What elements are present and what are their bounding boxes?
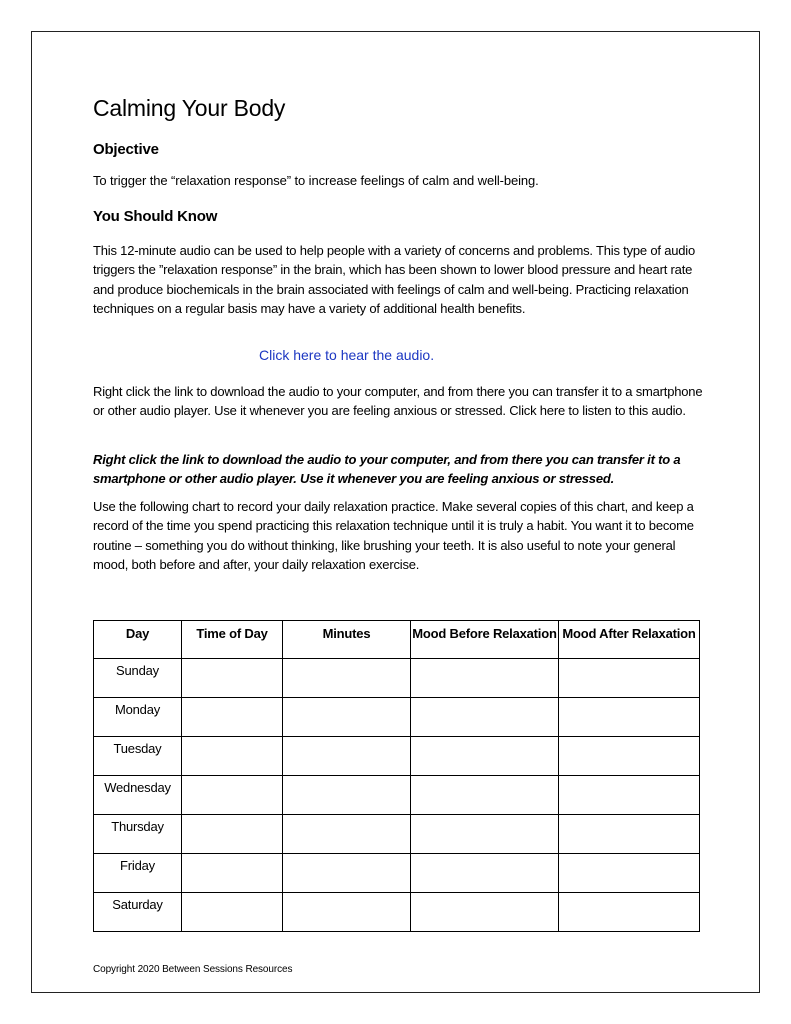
copyright-footer: Copyright 2020 Between Sessions Resources (93, 964, 293, 975)
day-cell: Thursday (94, 815, 182, 854)
time-cell[interactable] (182, 893, 283, 932)
header-mood-before: Mood Before Relaxation (411, 621, 559, 659)
minutes-cell[interactable] (283, 698, 411, 737)
objective-heading: Objective (93, 141, 159, 158)
mood-before-cell[interactable] (411, 776, 559, 815)
mood-after-cell[interactable] (559, 698, 700, 737)
day-cell: Sunday (94, 659, 182, 698)
time-cell[interactable] (182, 815, 283, 854)
intro-paragraph: This 12-minute audio can be used to help people with a variety of concerns and problems. This type of audio triggers the ”relaxation response” in the brain, which has been shown to lower blood pressure and heart rate and produce biochemicals in the brain associated with feelings of calm and well-being. Practicing relaxation techniques on a regular basis may have a variety of additional health benefits. (93, 243, 696, 316)
table-row (94, 893, 700, 932)
audio-link[interactable]: Click here to hear the audio. (259, 347, 435, 363)
table-row (94, 659, 700, 698)
day-cell: Friday (94, 854, 182, 893)
header-minutes: Minutes (283, 621, 411, 659)
download-paragraph: Right click the link to download the audio to your computer, and from there you can transfer it to a smartphone or other audio player. Use it whenever you are feeling anxious or stressed. Click here to listen to this audio. (93, 384, 703, 419)
objective-text: To trigger the “relaxation response” to increase feelings of calm and well-being. (93, 173, 539, 188)
mood-after-cell[interactable] (559, 815, 700, 854)
time-cell[interactable] (182, 659, 283, 698)
day-cell: Tuesday (94, 737, 182, 776)
table-row (94, 854, 700, 893)
minutes-cell[interactable] (283, 776, 411, 815)
mood-before-cell[interactable] (411, 854, 559, 893)
minutes-cell[interactable] (283, 893, 411, 932)
chart-instructions-paragraph: Use the following chart to record your daily relaxation practice. Make several copies of this chart, and keep a record of the time you spend practicing this relaxation technique until it is truly a habit. You want it to become routine – something you do without thinking, like brushing your teeth. It is also useful to note your general mood, both before and after, your daily relaxation exercise. (93, 499, 694, 572)
page-title: Calming Your Body (93, 95, 286, 121)
minutes-cell[interactable] (283, 854, 411, 893)
table-row (94, 815, 700, 854)
mood-before-cell[interactable] (411, 815, 559, 854)
table-row (94, 776, 700, 815)
time-cell[interactable] (182, 854, 283, 893)
header-mood-after: Mood After Relaxation (559, 621, 700, 659)
minutes-cell[interactable] (283, 659, 411, 698)
mood-before-cell[interactable] (411, 893, 559, 932)
day-cell: Saturday (94, 893, 182, 932)
mood-after-cell[interactable] (559, 659, 700, 698)
time-cell[interactable] (182, 737, 283, 776)
day-cell: Monday (94, 698, 182, 737)
mood-before-cell[interactable] (411, 737, 559, 776)
minutes-cell[interactable] (283, 815, 411, 854)
minutes-cell[interactable] (283, 737, 411, 776)
table-row (94, 737, 700, 776)
you-should-know-heading: You Should Know (93, 208, 218, 225)
relaxation-log-table (93, 620, 700, 932)
mood-after-cell[interactable] (559, 776, 700, 815)
table-row (94, 698, 700, 737)
time-cell[interactable] (182, 698, 283, 737)
day-cell: Wednesday (94, 776, 182, 815)
mood-after-cell[interactable] (559, 854, 700, 893)
mood-before-cell[interactable] (411, 698, 559, 737)
mood-after-cell[interactable] (559, 737, 700, 776)
header-day: Day (94, 621, 182, 659)
time-cell[interactable] (182, 776, 283, 815)
mood-after-cell[interactable] (559, 893, 700, 932)
download-note-paragraph: Right click the link to download the audio to your computer, and from there you can transfer it to a smartphone or other audio player. Use it whenever you are feeling anxious or stressed. (93, 452, 681, 487)
mood-before-cell[interactable] (411, 659, 559, 698)
header-time-of-day: Time of Day (182, 621, 283, 659)
table-header-row (94, 621, 700, 659)
